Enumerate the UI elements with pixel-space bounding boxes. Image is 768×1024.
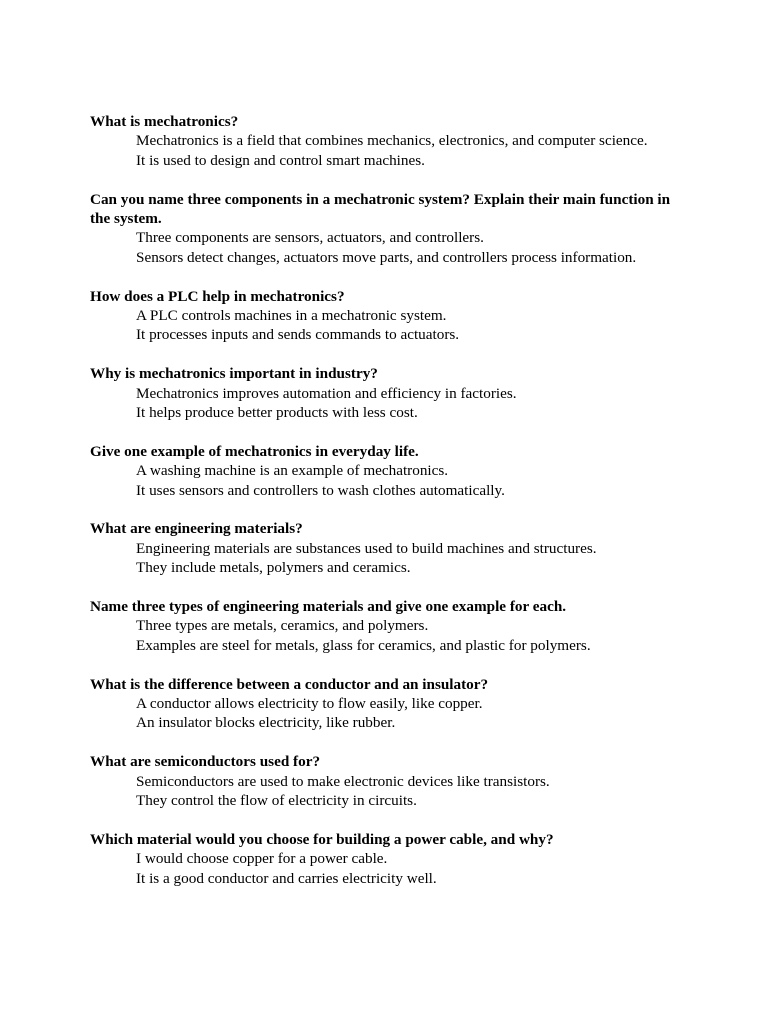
question-text: Can you name three components in a mechatronic system? Explain their main function in the system. — [90, 190, 671, 228]
qa-item — [90, 287, 690, 345]
qa-item — [90, 675, 690, 733]
answer-line: Mechatronics is a field that combines mechanics, electronics, and computer science. — [136, 132, 648, 150]
question-text: Give one example of mechatronics in everyday life. — [90, 442, 419, 460]
answer-line: Three components are sensors, actuators, and controllers. — [136, 229, 484, 247]
answer-line: Mechatronics improves automation and efficiency in factories. — [136, 384, 517, 402]
answer-line: Engineering materials are substances used to build machines and structures. — [136, 539, 597, 557]
answer-line: It is used to design and control smart machines. — [136, 151, 425, 169]
question-text: What are engineering materials? — [90, 520, 303, 538]
question-text: What is the difference between a conductor and an insulator? — [90, 675, 489, 693]
answer-line: A washing machine is an example of mechatronics. — [136, 462, 449, 480]
answer-line: Three types are metals, ceramics, and polymers. — [136, 617, 429, 635]
qa-item — [90, 752, 690, 810]
qa-item — [90, 364, 690, 422]
answer-line: Examples are steel for metals, glass for ceramics, and plastic for polymers. — [136, 636, 591, 654]
question-text: What are semiconductors used for? — [90, 753, 321, 771]
answer-line: It helps produce better products with less cost. — [136, 404, 418, 422]
qa-item — [90, 597, 690, 655]
answer-line: Semiconductors are used to make electronic devices like transistors. — [136, 772, 550, 790]
answer-line: They control the flow of electricity in circuits. — [136, 792, 417, 810]
answer-line: A PLC controls machines in a mechatronic system. — [136, 307, 447, 325]
qa-item — [90, 830, 690, 888]
question-text: How does a PLC help in mechatronics? — [90, 287, 345, 305]
answer-line: Sensors detect changes, actuators move parts, and controllers process information. — [136, 248, 637, 266]
answer-line: I would choose copper for a power cable. — [136, 850, 388, 868]
answer-line: It uses sensors and controllers to wash clothes automatically. — [136, 481, 505, 499]
qa-item — [90, 190, 690, 268]
answer-line: A conductor allows electricity to flow easily, like copper. — [136, 695, 483, 713]
answer-line: It processes inputs and sends commands to actuators. — [136, 326, 460, 344]
answer-line: An insulator blocks electricity, like rubber. — [136, 714, 396, 732]
answer-line: It is a good conductor and carries electricity well. — [136, 869, 437, 887]
qa-item — [90, 519, 690, 577]
qa-item — [90, 112, 690, 170]
question-text: Which material would you choose for building a power cable, and why? — [90, 830, 554, 848]
qa-item — [90, 442, 690, 500]
answer-line: They include metals, polymers and ceramics. — [136, 559, 411, 577]
question-text: Name three types of engineering materials and give one example for each. — [90, 598, 567, 616]
question-text: What is mechatronics? — [90, 113, 239, 130]
document-page — [90, 112, 690, 908]
question-text: Why is mechatronics important in industry? — [90, 365, 378, 383]
